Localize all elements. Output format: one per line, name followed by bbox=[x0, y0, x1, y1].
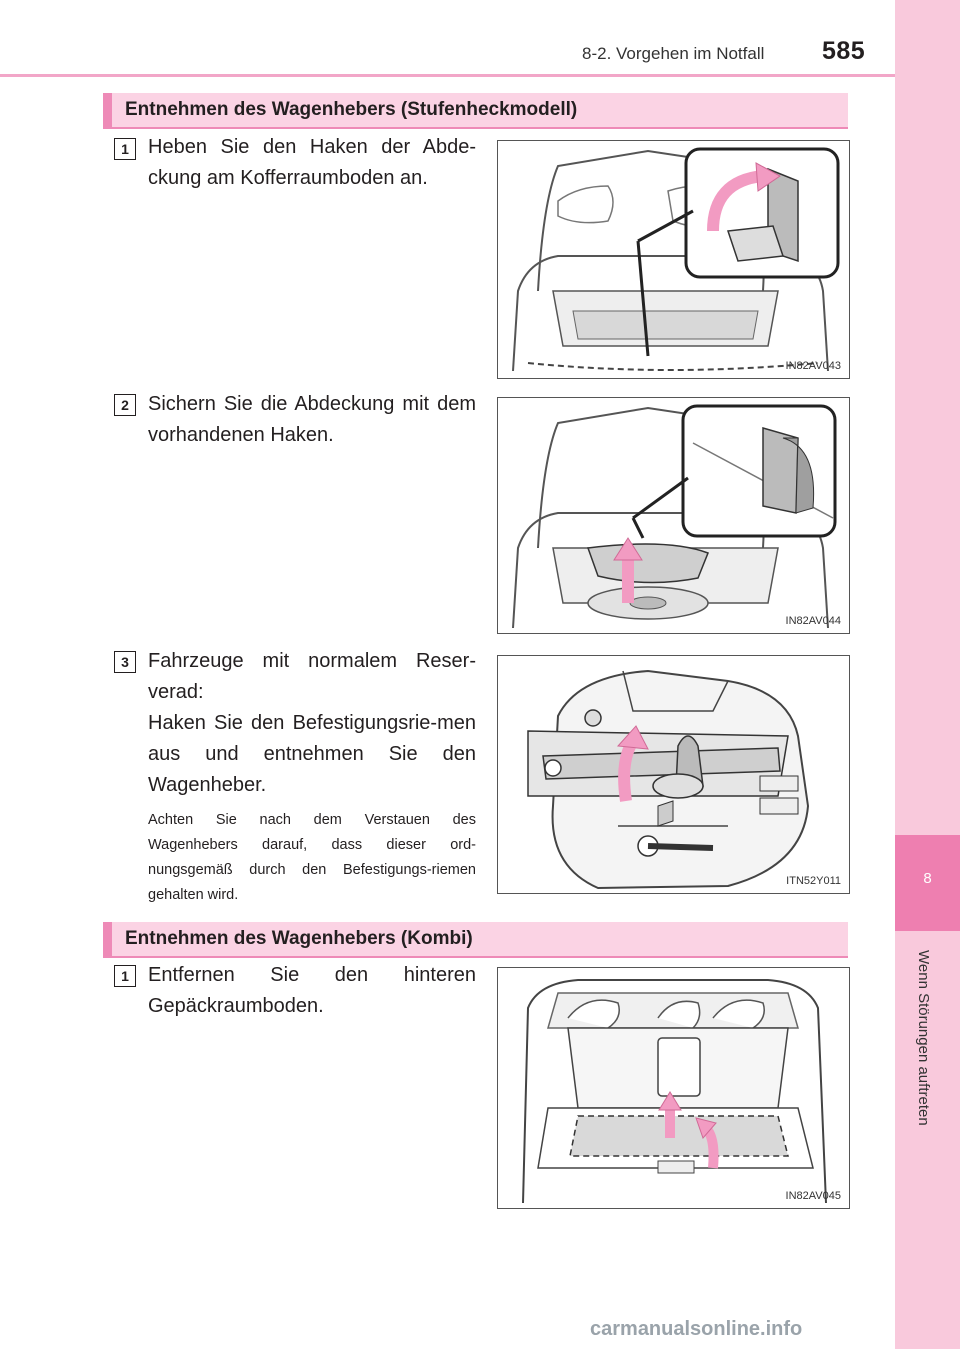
figure-code: IN82AV043 bbox=[785, 360, 841, 372]
step-number: 1 bbox=[114, 965, 136, 987]
section-heading-kombi bbox=[103, 922, 848, 958]
step-text bbox=[148, 646, 476, 801]
figure-trunk-hook bbox=[497, 140, 850, 379]
chapter-number: 8 bbox=[923, 870, 932, 887]
section-heading-text: Entnehmen des Wagenhebers (Stufenheckmodell) bbox=[125, 99, 578, 120]
figure-cover-hook bbox=[497, 397, 850, 634]
section-heading-text: Entnehmen des Wagenhebers (Kombi) bbox=[125, 928, 473, 949]
page-number: 585 bbox=[822, 37, 866, 65]
step-paragraph: Haken Sie den Befestigungsrie-men aus und entnehmen Sie den Wagenheber. bbox=[148, 712, 476, 796]
cover-hook-illustration bbox=[498, 398, 849, 633]
step-paragraph: Sichern Sie die Abdeckung mit dem vorhandenen Haken. bbox=[148, 393, 476, 446]
step-number: 2 bbox=[114, 394, 136, 416]
step-paragraph: Heben Sie den Haken der Abde-ckung am Kofferraumboden an. bbox=[148, 136, 476, 189]
trunk-hook-illustration bbox=[498, 141, 849, 378]
figure-code: ITN52Y011 bbox=[786, 875, 841, 887]
step-text bbox=[148, 389, 476, 451]
section-heading-sedan bbox=[103, 93, 848, 129]
step-number: 1 bbox=[114, 138, 136, 160]
figure-jack-strap bbox=[497, 655, 850, 894]
section-title: 8-2. Vorgehen im Notfall bbox=[582, 44, 765, 63]
page-header bbox=[0, 0, 895, 78]
step-text bbox=[148, 132, 476, 194]
figure-luggage-floor bbox=[497, 967, 850, 1209]
luggage-floor-illustration bbox=[498, 968, 849, 1208]
watermark: carmanualsonline.info bbox=[590, 1318, 803, 1340]
chapter-tab[interactable] bbox=[895, 0, 960, 1349]
step-paragraph: Fahrzeuge mit normalem Reser-verad: bbox=[148, 650, 476, 703]
step-paragraph: Entfernen Sie den hinteren Gepäckraumboden. bbox=[148, 964, 476, 1017]
step-text bbox=[148, 960, 476, 1022]
chapter-title: Wenn Störungen auftreten bbox=[915, 950, 932, 1126]
figure-code: IN82AV044 bbox=[785, 615, 841, 627]
header-rule bbox=[0, 74, 895, 77]
figure-code: IN82AV045 bbox=[785, 1190, 841, 1202]
jack-strap-illustration bbox=[498, 656, 849, 893]
step-number: 3 bbox=[114, 651, 136, 673]
step-note: Achten Sie nach dem Verstauen des Wagenhebers darauf, dass dieser ord-nungsgemäß durch den Befestigungs-riemen gehalten wird. bbox=[148, 812, 476, 903]
